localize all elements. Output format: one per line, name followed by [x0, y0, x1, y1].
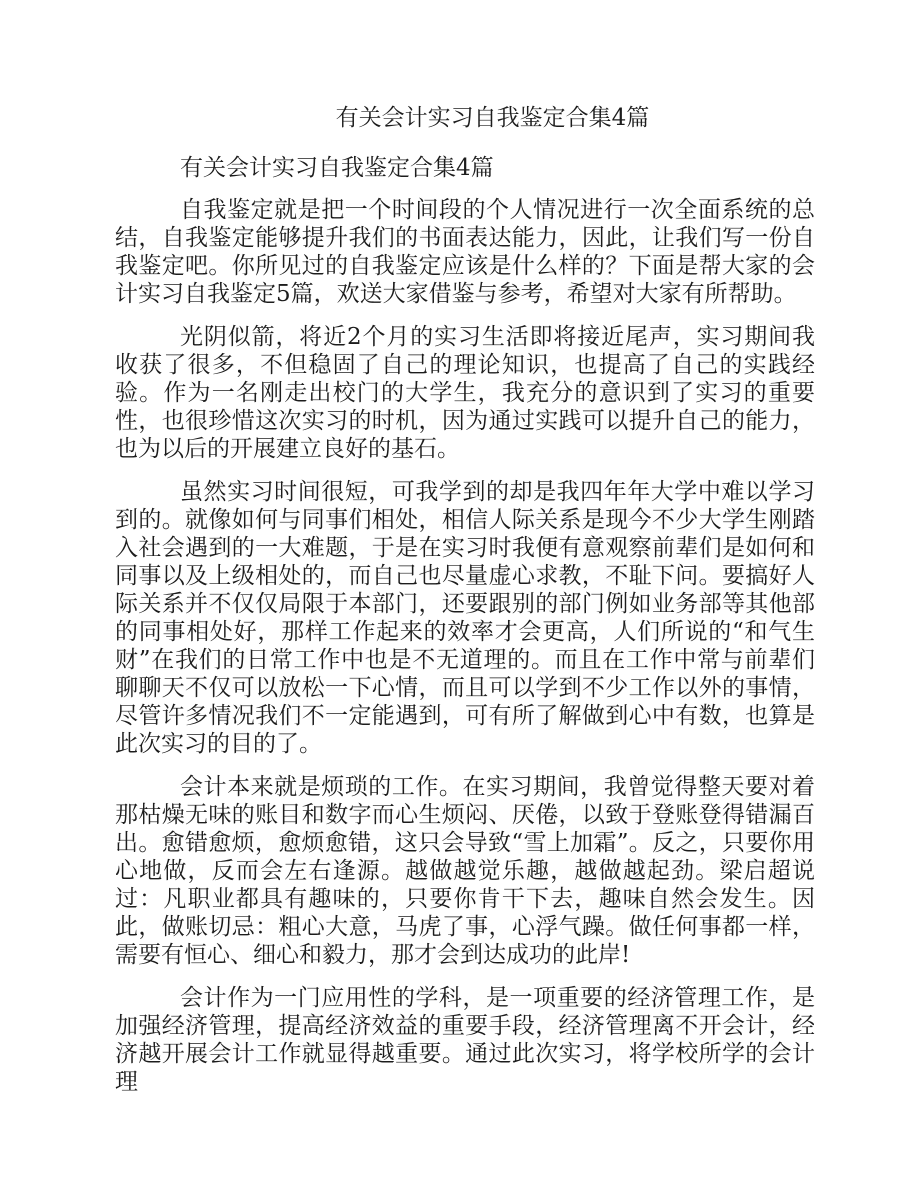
paragraph-interpersonal-relations: 虽然实习时间很短，可我学到的却是我四年年大学中难以学习到的。就像如何与同事们相处，相信人际关系是现今不少大学生刚踏入社会遇到的一大难题，于是在实习时我便有意观察前辈们是如何和同事以及上级相处的，而自己也尽量虚心求教，不耻下问。要搞好人际关系并不仅仅局限于本部门，还要跟别的部门例如业务部等其他部的同事相处好，那样工作起来的效率才会更高，人们所说的“和气生财”在我们的日常工作中也是不无道理的。而且在工作中常与前辈们聊聊天不仅可以放松一下心情，而且可以学到不少工作以外的事情，尽管许多情况我们不一定能遇到，可有所了解做到心中有数，也算是此次实习的目的了。: [115, 479, 815, 757]
paragraph-accounting-discipline: 会计作为一门应用性的学科，是一项重要的经济管理工作，是加强经济管理，提高经济效益的重要手段，经济管理离不开会计，经济越开展会计工作就显得越重要。通过此次实习，将学校所学的会计理: [115, 985, 815, 1095]
document-content: [115, 104, 815, 1111]
document-heading: 有关会计实习自我鉴定合集4篇: [180, 155, 494, 181]
paragraph-internship-ending: 光阴似箭，将近2个月的实习生活即将接近尾声，实习期间我收获了很多，不但稳固了自己的理论知识，也提高了自己的实践经验。作为一名刚走出校门的大学生，我充分的意识到了实习的重要性，也很珍惜这次实习的时机，因为通过实践可以提升自己的能力，也为以后的开展建立良好的基石。: [115, 324, 815, 462]
paragraph-accounting-tedious-work: 会计本来就是烦琐的工作。在实习期间，我曾觉得整天要对着那枯燥无味的账目和数字而心生烦闷、厌倦，以致于登账登得错漏百出。愈错愈烦，愈烦愈错，这只会导致“雪上加霜”。反之，只要你用心地做，反而会左右逢源。越做越觉乐趣，越做越起劲。梁启超说过：凡职业都具有趣味的，只要你肯干下去，趣味自然会发生。因此，做账切忌：粗心大意，马虎了事，心浮气躁。做任何事都一样，需要有恒心、细心和毅力，那才会到达成功的此岸!: [115, 774, 815, 968]
document-title: 有关会计实习自我鉴定合集4篇: [335, 105, 650, 131]
paragraph-intro: 自我鉴定就是把一个时间段的个人情况进行一次全面系统的总结，自我鉴定能够提升我们的书面表达能力，因此，让我们写一份自我鉴定吧。你所见过的自我鉴定应该是什么样的？下面是帮大家的会计实习自我鉴定5篇，欢送大家借鉴与参考，希望对大家有所帮助。: [115, 197, 815, 307]
